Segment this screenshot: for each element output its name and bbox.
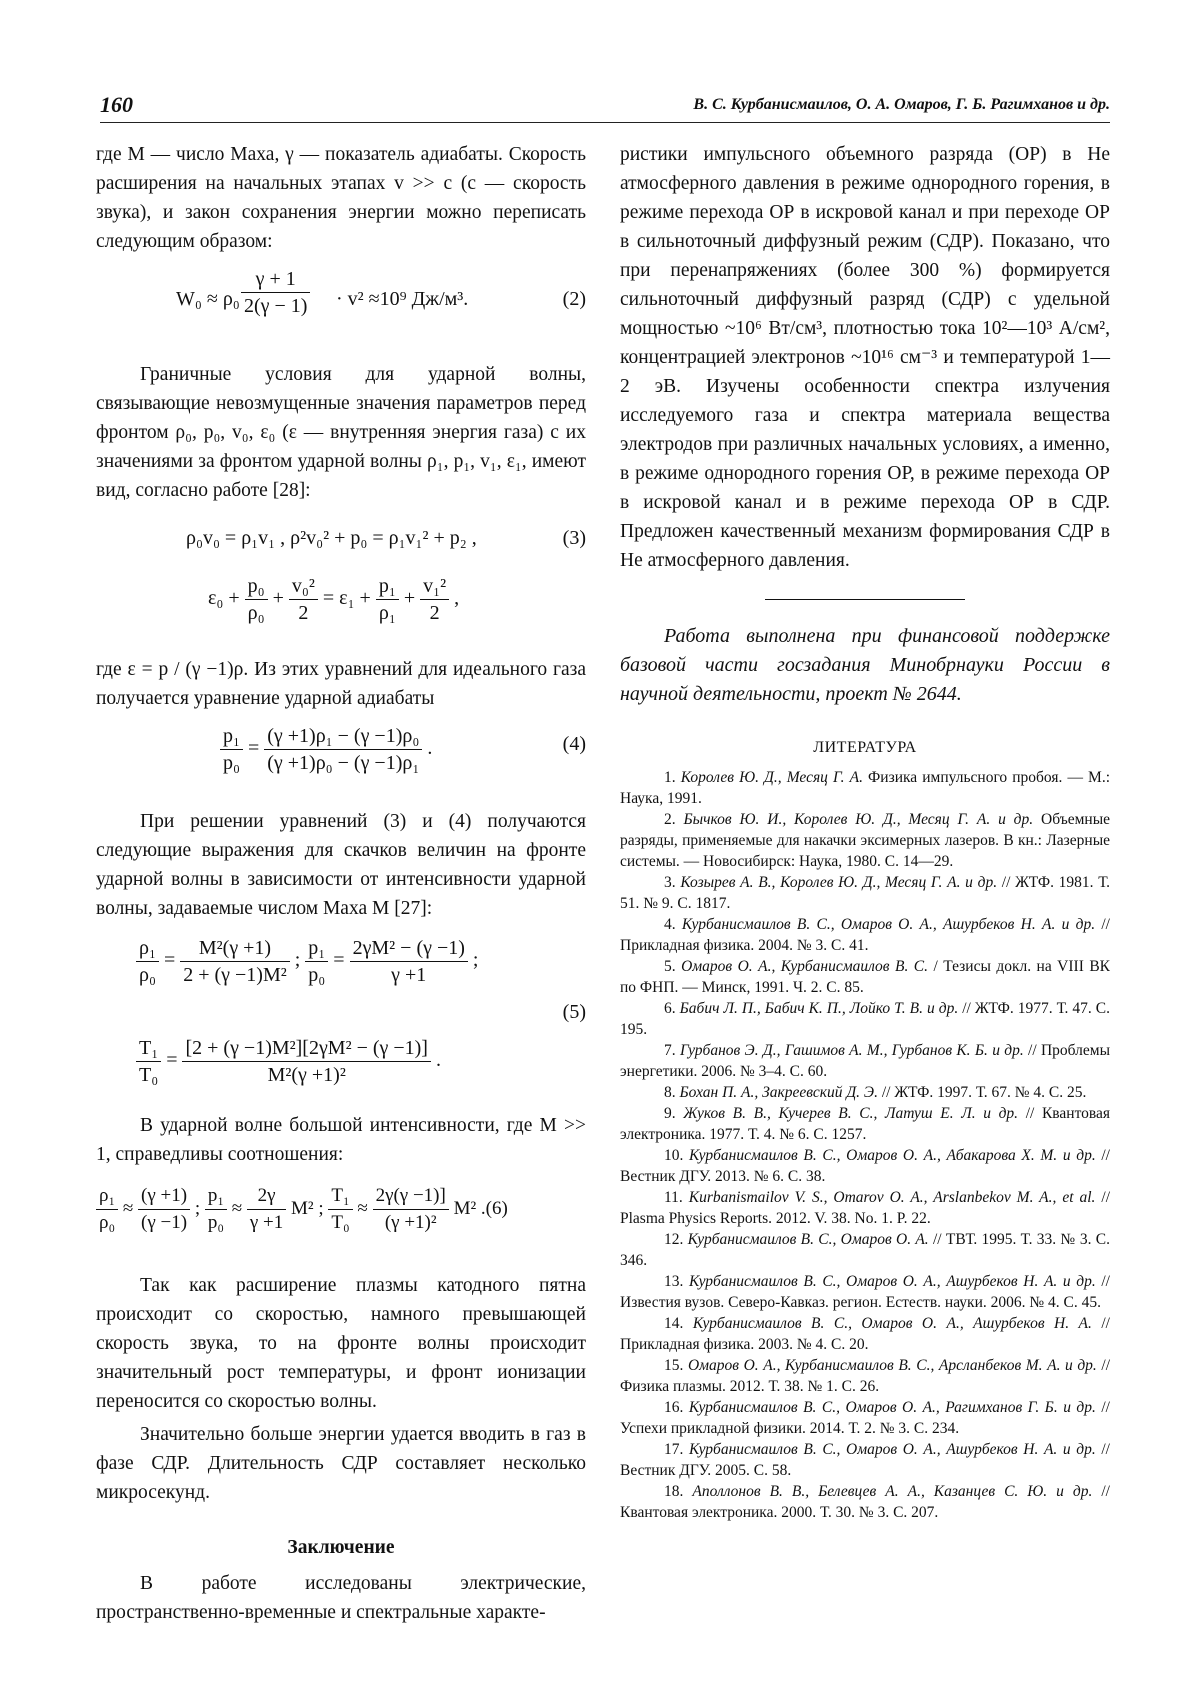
reference-source: // Известия вузов. Северо-Кавказ. регион. Естеств. науки. 2006. № 4. С. 45. [620, 1273, 1110, 1311]
reference-source: // Квантовая электроника. 2000. Т. 30. № 3. С. 207. [620, 1483, 1110, 1521]
eq5-sep1: ; [294, 949, 301, 972]
reference-item [620, 1082, 1110, 1103]
eq2-numerator: γ + 1 [255, 268, 296, 290]
reference-authors: Курбанисмаилов В. С., Омаров О. А. [687, 1231, 929, 1248]
equation-3b [96, 573, 586, 641]
eq5-a-d: ρ₀ [136, 961, 159, 988]
eq5-row2 [136, 1035, 441, 1088]
eq6-b-d: (γ −1) [138, 1209, 190, 1236]
eq5-frac-d [350, 935, 468, 988]
reference-authors: Омаров О. А., Курбанисмаилов В. С. [681, 958, 928, 975]
reference-source: // Прикладная физика. 2003. № 4. С. 20. [620, 1315, 1110, 1353]
reference-source: // ЖТФ. 1981. Т. 51. № 9. С. 1817. [620, 874, 1111, 912]
eq3b-n4: v₁² [423, 575, 447, 597]
reference-source: // Plasma Physics Reports. 2012. V. 38. No. 1. P. 22. [620, 1189, 1110, 1227]
reference-item [620, 914, 1110, 956]
reference-item [620, 1355, 1110, 1397]
eq6-b-n: (γ +1) [141, 1185, 188, 1206]
eq5-eq3: = [166, 1049, 178, 1072]
eq4-frac1 [220, 723, 243, 776]
reference-item [620, 1103, 1110, 1145]
eq6-e-d: T₀ [328, 1209, 352, 1236]
eq3b-frac1 [245, 573, 268, 626]
separator-line [765, 599, 965, 600]
eq5-c-d: p₀ [305, 961, 328, 988]
paragraph-energy: Значительно больше энергии удается вводить в газ в фазе СДР. Длительность СДР составляет несколько микросекунд. [96, 1424, 586, 1503]
eq2-denominator: 2(γ − 1) [241, 292, 310, 319]
equation-5 [96, 935, 586, 1105]
reference-item [620, 1271, 1110, 1313]
paragraph-mach: где M — число Маха, γ — показатель адиабаты. Скорость расширения на начальных этапах v >> c (c — скорость звука), и закон сохранения энергии можно переписать следующим образом: [96, 144, 586, 252]
eq4-end: . [427, 737, 433, 760]
eq6-c-d: p₀ [205, 1209, 227, 1236]
reference-source: // ЖТФ. 1977. Т. 47. С. 195. [620, 1000, 1111, 1038]
reference-number: 15. [664, 1357, 684, 1374]
eq5-number: (5) [562, 1001, 586, 1023]
reference-number: 9. [664, 1105, 676, 1122]
eq3b-d1: ρ₀ [245, 599, 268, 626]
eq3b-d4: 2 [420, 599, 449, 626]
eq6-approx3: ≈ [357, 1197, 368, 1219]
eq6-e-n: T₁ [331, 1185, 350, 1206]
eq5-row1 [136, 935, 478, 988]
references-title: ЛИТЕРАТУРА [813, 739, 917, 756]
paragraph-high-intensity: В ударной волне большой интенсивности, где M >> 1, справедливы соотношения: [96, 1115, 586, 1165]
eq6-frac-f [373, 1183, 449, 1236]
reference-number: 14. [664, 1315, 684, 1332]
eq3b-a: ε₀ + [208, 587, 240, 610]
reference-source: // Проблемы энергетики. 2006. № 3–4. С. 60. [620, 1042, 1111, 1080]
reference-item [620, 1439, 1110, 1481]
reference-item [620, 1040, 1110, 1082]
eq5-sep2: ; [472, 949, 479, 972]
eq6-frac-b [138, 1183, 190, 1236]
reference-authors: Аполлонов В. В., Белевцев А. А., Казанцев С. Ю. и др. [692, 1483, 1093, 1500]
eq2-rhs: · v² ≈10⁹ Дж/м³. [336, 288, 469, 310]
eq6-c-n: p₁ [207, 1185, 224, 1206]
paragraph-plasma-expansion: Так как расширение плазмы катодного пятна происходит со скоростью, намного превышающей скорость звука, то на фронте волны происходит значительный рост температуры, и фронт ионизации переносится со скоростью волны. [96, 1275, 586, 1412]
right-column [620, 140, 1110, 1523]
eq3-number: (3) [562, 527, 586, 549]
reference-authors: Курбанисмаилов В. С., Омаров О. А., Ашурбеков Н. А. [692, 1315, 1092, 1332]
paragraph-conclusion-continued: ристики импульсного объемного разряда (ОР) в He атмосферного давления в режиме однородного горения, в режиме перехода ОР в искровой канал и при переходе ОР в сильноточный диффузный режим (СДР). Показано, что при перенапряжениях (более 300 %) формируется сильноточный диффузный разряд (СДР) с удельной мощностью ~10⁶ Вт/см³, плотностью тока 10²—10³ А/см², концентрацией электронов ~10¹⁶ см⁻³ и температурой 1—2 эВ. Изучены особенности спектра излучения исследуемого газа и спектра материала вещества электродов при различных начальных условиях, а именно, в режиме однородного горения ОР, в режиме перехода ОР в искровой канал и в режиме перехода ОР в СДР. Предложен качественный механизм формирования СДР в He атмосферного давления. [620, 144, 1110, 571]
eq3b-d3: ρ₁ [376, 599, 399, 626]
paragraph-jumps: При решении уравнений (3) и (4) получаются следующие выражения для скачков величин на фронте ударной волны в зависимости от интенсивности ударной волны, задаваемые числом Маха M [27]: [96, 811, 586, 919]
eq5-eq2: = [333, 949, 345, 972]
reference-source: // Успехи прикладной физики. 2014. Т. 2. № 3. С. 234. [620, 1399, 1110, 1437]
running-title: В. С. Курбанисмаилов, О. А. Омаров, Г. Б. Рагимханов и др. [693, 96, 1110, 113]
eq5-f-d: M²(γ +1)² [182, 1061, 430, 1088]
eq3-text: ρ₀v₀ = ρ₁v₁ , ρ²v₀² + p₀ = ρ₁v₁² + p₂ , [186, 527, 477, 549]
reference-source: Объемные разряды, применяемые для накачки эксимерных лазеров. В кн.: Лазерные системы. — Новосибирск: Наука, 1980. С. 14—29. [620, 811, 1110, 870]
reference-source: // ЖТФ. 1997. Т. 67. № 4. С. 25. [877, 1084, 1087, 1101]
reference-authors: Бычков Ю. И., Королев Ю. Д., Месяц Г. А. и др. [683, 811, 1034, 828]
eq4-number: (4) [562, 733, 586, 755]
eq5-b-d: 2 + (γ −1)M² [180, 961, 290, 988]
reference-number: 12. [664, 1231, 684, 1248]
reference-number: 3. [664, 874, 676, 891]
eq6-a-d: ρ₀ [96, 1209, 118, 1236]
reference-source: / Тезисы докл. на VIII ВК по ФНП. — Минск, 1991. Ч. 2. С. 85. [620, 958, 1110, 996]
eq5-d-n: 2γM² − (γ −1) [352, 937, 465, 959]
eq5-a-n: ρ₁ [139, 937, 156, 959]
reference-number: 4. [664, 916, 676, 933]
eq3b-end: , [454, 587, 460, 610]
equation-3 [96, 521, 586, 561]
reference-authors: Бабич Л. П., Бабич К. П., Лойко Т. В. и др. [679, 1000, 959, 1017]
reference-number: 17. [664, 1441, 684, 1458]
reference-authors: Курбанисмаилов В. С., Омаров О. А., Рагимханов Г. Б. и др. [688, 1399, 1096, 1416]
eq6-frac-d [247, 1183, 286, 1236]
reference-number: 5. [664, 958, 676, 975]
reference-number: 7. [664, 1042, 676, 1059]
eq5-frac-e [136, 1035, 161, 1088]
eq5-e-d: T₀ [136, 1061, 161, 1088]
eq6-sep: ; [194, 1197, 201, 1219]
reference-item [620, 1313, 1110, 1355]
reference-source: // Вестник ДГУ. 2005. С. 58. [620, 1441, 1110, 1479]
reference-number: 6. [664, 1000, 676, 1017]
eq3b-n2: v₀² [291, 575, 315, 597]
eq4-d1: p₀ [220, 749, 243, 776]
reference-number: 13. [664, 1273, 684, 1290]
reference-item [620, 1145, 1110, 1187]
eq6-approx2: ≈ [231, 1197, 243, 1219]
reference-number: 8. [664, 1084, 676, 1101]
eq3b-frac4 [420, 573, 449, 626]
reference-authors: Курбанисмаилов В. С., Омаров О. А., Ашурбеков Н. А. и др. [689, 1273, 1096, 1290]
eq3b-frac3 [376, 573, 399, 626]
eq6-d-d: γ +1 [247, 1209, 286, 1236]
eq6-frac-a [96, 1183, 118, 1236]
eq4-eq: = [247, 737, 260, 760]
reference-authors: Курбанисмаилов В. С., Омаров О. А., Ашурбеков Н. А. и др. [689, 1441, 1096, 1458]
reference-item [620, 1397, 1110, 1439]
reference-item [620, 872, 1110, 914]
eq3b-plus1: + [272, 587, 284, 610]
reference-item [620, 767, 1110, 809]
eq5-end: . [435, 1049, 441, 1072]
eq5-frac-c [305, 935, 328, 988]
eq5-d-d: γ +1 [350, 961, 468, 988]
paragraph-conclusion-start: В работе исследованы электрические, пространственно-временные и спектральные характе- [96, 1573, 586, 1623]
eq2-fraction [241, 266, 310, 319]
eq5-e-n: T₁ [139, 1037, 159, 1059]
eq6-d-n: 2γ [257, 1185, 276, 1206]
reference-authors: Kurbanismailov V. S., Omarov O. A., Arslanbekov M. A., et al. [688, 1189, 1096, 1206]
reference-source: // Прикладная физика. 2004. № 3. С. 41. [620, 916, 1110, 954]
reference-authors: Омаров О. А., Курбанисмаилов В. С., Арсланбеков М. А. и др. [687, 1357, 1097, 1374]
eq5-eq1: = [163, 949, 176, 972]
eq4-d2: (γ +1)ρ₀ − (γ −1)ρ₁ [264, 749, 422, 776]
eq6-m2: M² .(6) [453, 1197, 508, 1219]
reference-number: 18. [664, 1483, 684, 1500]
reference-source: // Физика плазмы. 2012. Т. 38. № 1. С. 26. [620, 1357, 1110, 1395]
paragraph-ideal-gas: где ε = p / (γ −1)ρ. Из этих уравнений для идеального газа получается уравнение ударной адиабаты [96, 659, 586, 709]
page-number: 160 [100, 92, 133, 117]
eq4-n2: (γ +1)ρ₁ − (γ −1)ρ₀ [267, 725, 420, 747]
eq5-c-n: p₁ [308, 937, 326, 959]
reference-authors: Жуков В. В., Кучерев В. С., Латуш Е. Л. и др. [683, 1105, 1019, 1122]
reference-authors: Курбанисмаилов В. С., Омаров О. А., Ашурбеков Н. А. и др. [681, 916, 1096, 933]
reference-authors: Козырев А. В., Королев Ю. Д., Месяц Г. А. и др. [680, 874, 998, 891]
eq6-m1: M² ; [291, 1197, 324, 1219]
reference-item [620, 998, 1110, 1040]
reference-authors: Курбанисмаилов В. С., Омаров О. А., Абакарова Х. М. и др. [689, 1147, 1096, 1164]
eq6-f-d: (γ +1)² [373, 1209, 449, 1236]
reference-source: // ТВТ. 1995. Т. 33. № 3. С. 346. [620, 1231, 1110, 1269]
eq4-n1: p₁ [223, 725, 240, 747]
eq3b-n3: p₁ [378, 575, 396, 597]
left-column [96, 140, 586, 1627]
reference-item [620, 956, 1110, 998]
equation-4 [96, 723, 586, 789]
acknowledgement: Работа выполнена при финансовой поддержке базовой части госзадания Минобрнауки России в научной деятельности, проект № 2644. [620, 625, 1110, 705]
section-heading-conclusion: Заключение [287, 1537, 395, 1558]
references-list [620, 767, 1110, 1523]
equation-2 [96, 266, 586, 338]
reference-number: 16. [664, 1399, 684, 1416]
eq4-frac2 [264, 723, 422, 776]
reference-source: // Вестник ДГУ. 2013. № 6. С. 38. [620, 1147, 1110, 1185]
reference-authors: Бохан П. А., Закреевский Д. Э. [679, 1084, 878, 1101]
reference-authors: Гурбанов Э. Д., Гашимов А. М., Гурбанов К. Б. и др. [679, 1042, 1024, 1059]
eq3b-n1: p₀ [247, 575, 265, 597]
reference-item [620, 1481, 1110, 1523]
reference-number: 1. [664, 769, 676, 786]
eq2-number: (2) [562, 288, 586, 310]
eq6-f-n: 2γ(γ −1)] [375, 1185, 446, 1206]
eq3b-d2: 2 [289, 599, 318, 626]
reference-number: 11. [664, 1189, 683, 1206]
paragraph-boundary-conditions: Граничные условия для ударной волны, связывающие невозмущенные значения параметров перед фронтом ρ₀, p₀, v₀, ε₀ (ε — внутренняя энергия газа) с их значениями за фронтом ударной волны ρ₁, p₁, v₁, ε₁, имеют вид, согласно работе [28]: [96, 364, 586, 501]
eq3b-frac2 [289, 573, 318, 626]
reference-authors: Королев Ю. Д., Месяц Г. А. [680, 769, 863, 786]
eq5-f-n: [2 + (γ −1)M²][2γM² − (γ −1)] [185, 1037, 428, 1059]
eq6-approx1: ≈ [122, 1197, 134, 1219]
reference-item [620, 809, 1110, 872]
reference-source: Физика импульсного пробоя. — М.: Наука, 1991. [620, 769, 1110, 807]
reference-number: 10. [664, 1147, 684, 1164]
equation-6 [96, 1183, 586, 1255]
running-header [100, 86, 1110, 123]
eq5-frac-a [136, 935, 159, 988]
eq5-b-n: M²(γ +1) [198, 937, 272, 959]
eq5-frac-f [182, 1035, 430, 1088]
eq2-lhs: W₀ ≈ ρ₀ [176, 288, 240, 310]
eq5-frac-b [180, 935, 290, 988]
eq6-frac-e [328, 1183, 352, 1236]
reference-item [620, 1229, 1110, 1271]
eq6-a-n: ρ₁ [99, 1185, 116, 1206]
reference-number: 2. [664, 811, 676, 828]
eq3b-plus2: + [403, 587, 416, 610]
eq3b-mid: = ε₁ + [322, 587, 371, 610]
reference-source: // Квантовая электроника. 1977. Т. 4. № 6. С. 1257. [620, 1105, 1111, 1143]
eq6-frac-c [205, 1183, 227, 1236]
reference-item [620, 1187, 1110, 1229]
